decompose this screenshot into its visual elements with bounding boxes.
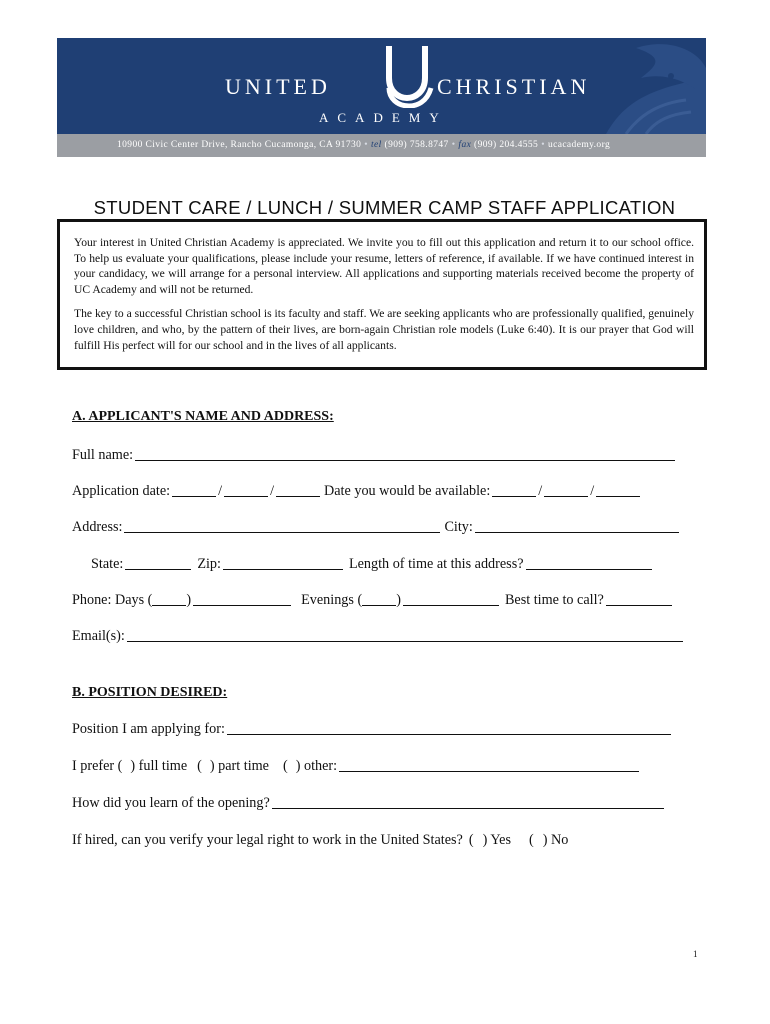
phone-row	[72, 592, 674, 609]
app-date-year-field[interactable]	[276, 496, 320, 497]
length-at-address-label: Length of time at this address?	[348, 556, 524, 572]
position-row	[72, 721, 673, 738]
page-title: STUDENT CARE / LUNCH / SUMMER CAMP STAFF APPLICATION	[93, 197, 676, 218]
phone-days-label: Phone: Days (	[72, 592, 153, 608]
position-label: Position I am applying for:	[72, 721, 225, 737]
state-label: State:	[91, 556, 124, 572]
contact-bar: 10900 Civic Center Drive, Rancho Cucamonga, CA 91730 • tel (909) 758.8747 • fax (909) 204.4555 • ucacademy.org	[57, 134, 706, 157]
email-label: Email(s):	[72, 628, 125, 644]
date-available-label: Date you would be available:	[324, 483, 491, 499]
learn-label: How did you learn of the opening?	[72, 795, 270, 811]
school-name-academy: ACADEMY	[319, 110, 448, 125]
paren-close: )	[396, 592, 401, 608]
position-field[interactable]	[227, 734, 671, 735]
part-time-label: ) part time	[209, 758, 269, 774]
city-label: City:	[444, 519, 473, 535]
best-time-label: Best time to call?	[504, 592, 604, 608]
date-separator: /	[538, 483, 543, 499]
phone-evenings-area-code-field[interactable]	[362, 605, 396, 606]
address-field[interactable]	[124, 532, 440, 533]
section-a-heading: A. APPLICANT'S NAME AND ADDRESS:	[72, 409, 334, 424]
intro-paragraph-1: Your interest in United Christian Academy is appreciated. We invite you to fill out this application and return it to our school office. To help us evaluate your qualifications, please include your resume, letters of reference, if available. If we have continued interest in your candidacy, we will arrange for a personal interview. All applications and supporting materials received become the property of UC Academy and will not be returned.	[74, 236, 694, 296]
full-name-row	[72, 447, 677, 464]
avail-day-field[interactable]	[544, 496, 588, 497]
learn-field[interactable]	[272, 808, 664, 809]
paren-close: )	[186, 592, 192, 608]
full-time-label: ) full time	[130, 758, 188, 774]
best-time-field[interactable]	[606, 605, 672, 606]
yes-label: ) Yes	[482, 832, 511, 848]
email-field[interactable]	[127, 641, 683, 642]
uc-monogram-icon	[379, 42, 437, 108]
paren-open: (	[282, 758, 288, 774]
school-name-united: UNITED	[225, 74, 331, 99]
learn-row	[72, 795, 666, 812]
app-date-day-field[interactable]	[224, 496, 268, 497]
state-field[interactable]	[125, 569, 191, 570]
tel-number: (909) 758.8747	[384, 140, 449, 150]
header-banner	[57, 38, 706, 134]
website: ucacademy.org	[547, 140, 611, 150]
avail-year-field[interactable]	[596, 496, 640, 497]
prefer-row	[72, 758, 641, 775]
school-name-christian: CHRISTIAN	[437, 74, 591, 99]
paren-open: (	[197, 758, 202, 774]
date-separator: /	[218, 483, 223, 499]
phone-evenings-field[interactable]	[403, 605, 499, 606]
state-row	[91, 556, 654, 573]
city-field[interactable]	[475, 532, 679, 533]
other-label: ) other:	[295, 758, 338, 774]
school-address: 10900 Civic Center Drive, Rancho Cucamonga, CA 91730	[117, 140, 362, 150]
other-field[interactable]	[339, 771, 639, 772]
email-row	[72, 628, 685, 645]
phone-days-area-code-field[interactable]	[152, 605, 186, 606]
page-number: 1	[693, 949, 698, 959]
date-separator: /	[590, 483, 595, 499]
address-row	[72, 519, 681, 536]
legal-label: If hired, can you verify your legal right to work in the United States?	[72, 832, 463, 848]
full-name-field[interactable]	[135, 460, 675, 461]
section-b-heading: B. POSITION DESIRED:	[72, 685, 228, 700]
zip-field[interactable]	[223, 569, 343, 570]
length-at-address-field[interactable]	[526, 569, 652, 570]
avail-month-field[interactable]	[492, 496, 536, 497]
prefer-label: I prefer (	[72, 758, 123, 774]
tel-label: tel	[371, 140, 382, 150]
zip-label: Zip:	[197, 556, 221, 572]
evenings-label: Evenings (	[301, 592, 363, 608]
fax-number: (909) 204.4555	[474, 140, 539, 150]
intro-paragraph-2: The key to a successful Christian school is its faculty and staff. We are seeking applicants who are professionally qualified, genuinely love children, and who, by the pattern of their lives, are born-again Christian role models (Luke 6:40). It is our prayer that God will fulfill His perfect will for our school and in the lives of all applicants.	[74, 307, 694, 352]
paren-open: (	[468, 832, 474, 848]
no-label: ) No	[542, 832, 569, 848]
address-label: Address:	[72, 519, 123, 535]
application-date-row	[72, 483, 642, 500]
intro-box	[57, 219, 707, 370]
application-date-label: Application date:	[72, 483, 171, 499]
fax-label: fax	[458, 140, 472, 150]
date-separator: /	[270, 483, 275, 499]
full-name-label: Full name:	[72, 447, 134, 463]
phone-days-field[interactable]	[193, 605, 291, 606]
legal-row	[72, 832, 568, 849]
app-date-month-field[interactable]	[172, 496, 216, 497]
paren-open: (	[528, 832, 534, 848]
